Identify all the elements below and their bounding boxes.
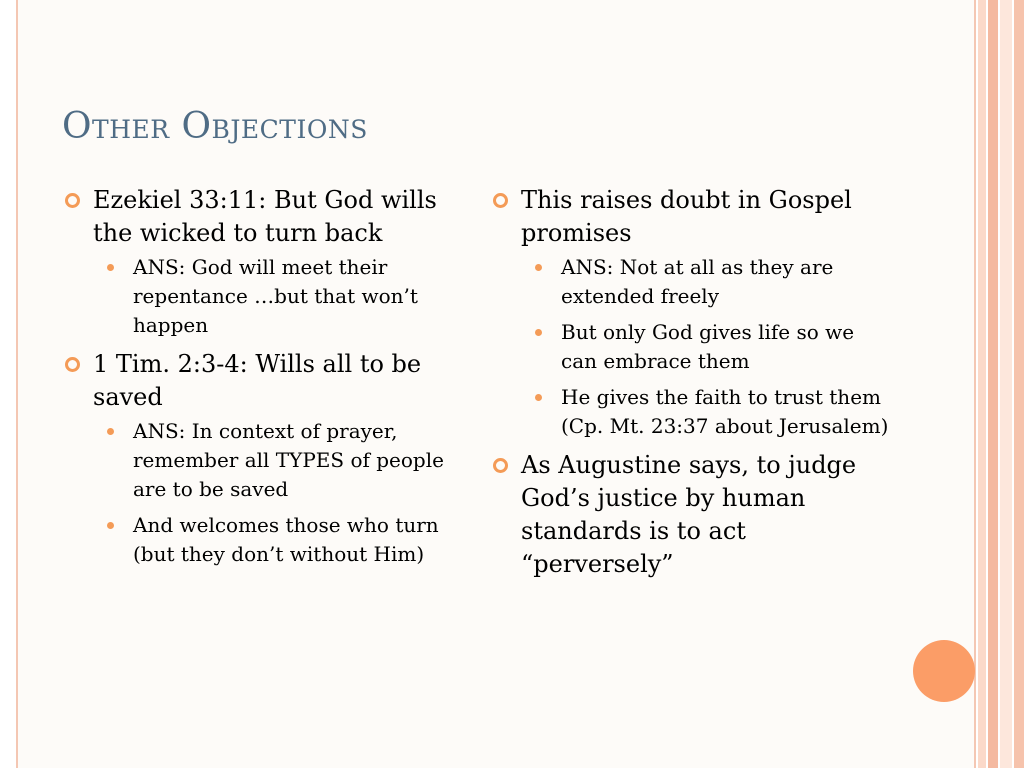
ring-bullet-icon — [65, 357, 80, 372]
sub-bullet-list — [521, 253, 890, 441]
ring-bullet-icon — [493, 458, 508, 473]
ring-bullet-icon — [493, 193, 508, 208]
bullet-item — [62, 348, 462, 569]
sub-bullet-text: ANS: God will meet their repentance …but that won’t happen — [133, 255, 418, 337]
dot-bullet-icon — [107, 522, 114, 529]
bullet-text: Ezekiel 33:11: But God wills the wicked to turn back — [93, 186, 437, 247]
sub-bullet-item — [93, 511, 462, 569]
dot-bullet-icon — [535, 394, 542, 401]
sub-bullet-item — [521, 383, 890, 441]
dot-bullet-icon — [535, 264, 542, 271]
stripe — [1000, 0, 1012, 768]
sub-bullet-text: And welcomes those who turn (but they don’t without Him) — [133, 513, 439, 566]
sub-bullet-list — [93, 253, 462, 340]
decorative-circle — [913, 640, 975, 702]
bullet-text: As Augustine says, to judge God’s justice by human standards is to act “perversely” — [521, 451, 857, 578]
sub-bullet-item — [93, 417, 462, 504]
dot-bullet-icon — [107, 264, 114, 271]
bullet-item — [490, 449, 890, 581]
stripe — [988, 0, 998, 768]
slide-title: Other Objections — [62, 106, 368, 147]
sub-bullet-text: He gives the faith to trust them (Cp. Mt. 23:37 about Jerusalem) — [561, 385, 889, 438]
bullet-item — [62, 184, 462, 340]
bullet-text: This raises doubt in Gospel promises — [521, 186, 852, 247]
dot-bullet-icon — [535, 329, 542, 336]
stripe — [978, 0, 986, 768]
right-column — [490, 184, 890, 589]
sub-bullet-item — [521, 253, 890, 311]
sub-bullet-list — [93, 417, 462, 569]
left-column — [62, 184, 462, 577]
stripe — [1014, 0, 1024, 768]
sub-bullet-item — [521, 318, 890, 376]
ring-bullet-icon — [65, 193, 80, 208]
decorative-stripes — [978, 0, 1024, 768]
sub-bullet-item — [93, 253, 462, 340]
dot-bullet-icon — [107, 428, 114, 435]
sub-bullet-text: ANS: Not at all as they are extended freely — [561, 255, 834, 308]
bullet-text: 1 Tim. 2:3-4: Wills all to be saved — [93, 350, 422, 411]
bullet-item — [490, 184, 890, 441]
sub-bullet-text: ANS: In context of prayer, remember all TYPES of people are to be saved — [133, 419, 444, 501]
sub-bullet-text: But only God gives life so we can embrace them — [561, 320, 855, 373]
